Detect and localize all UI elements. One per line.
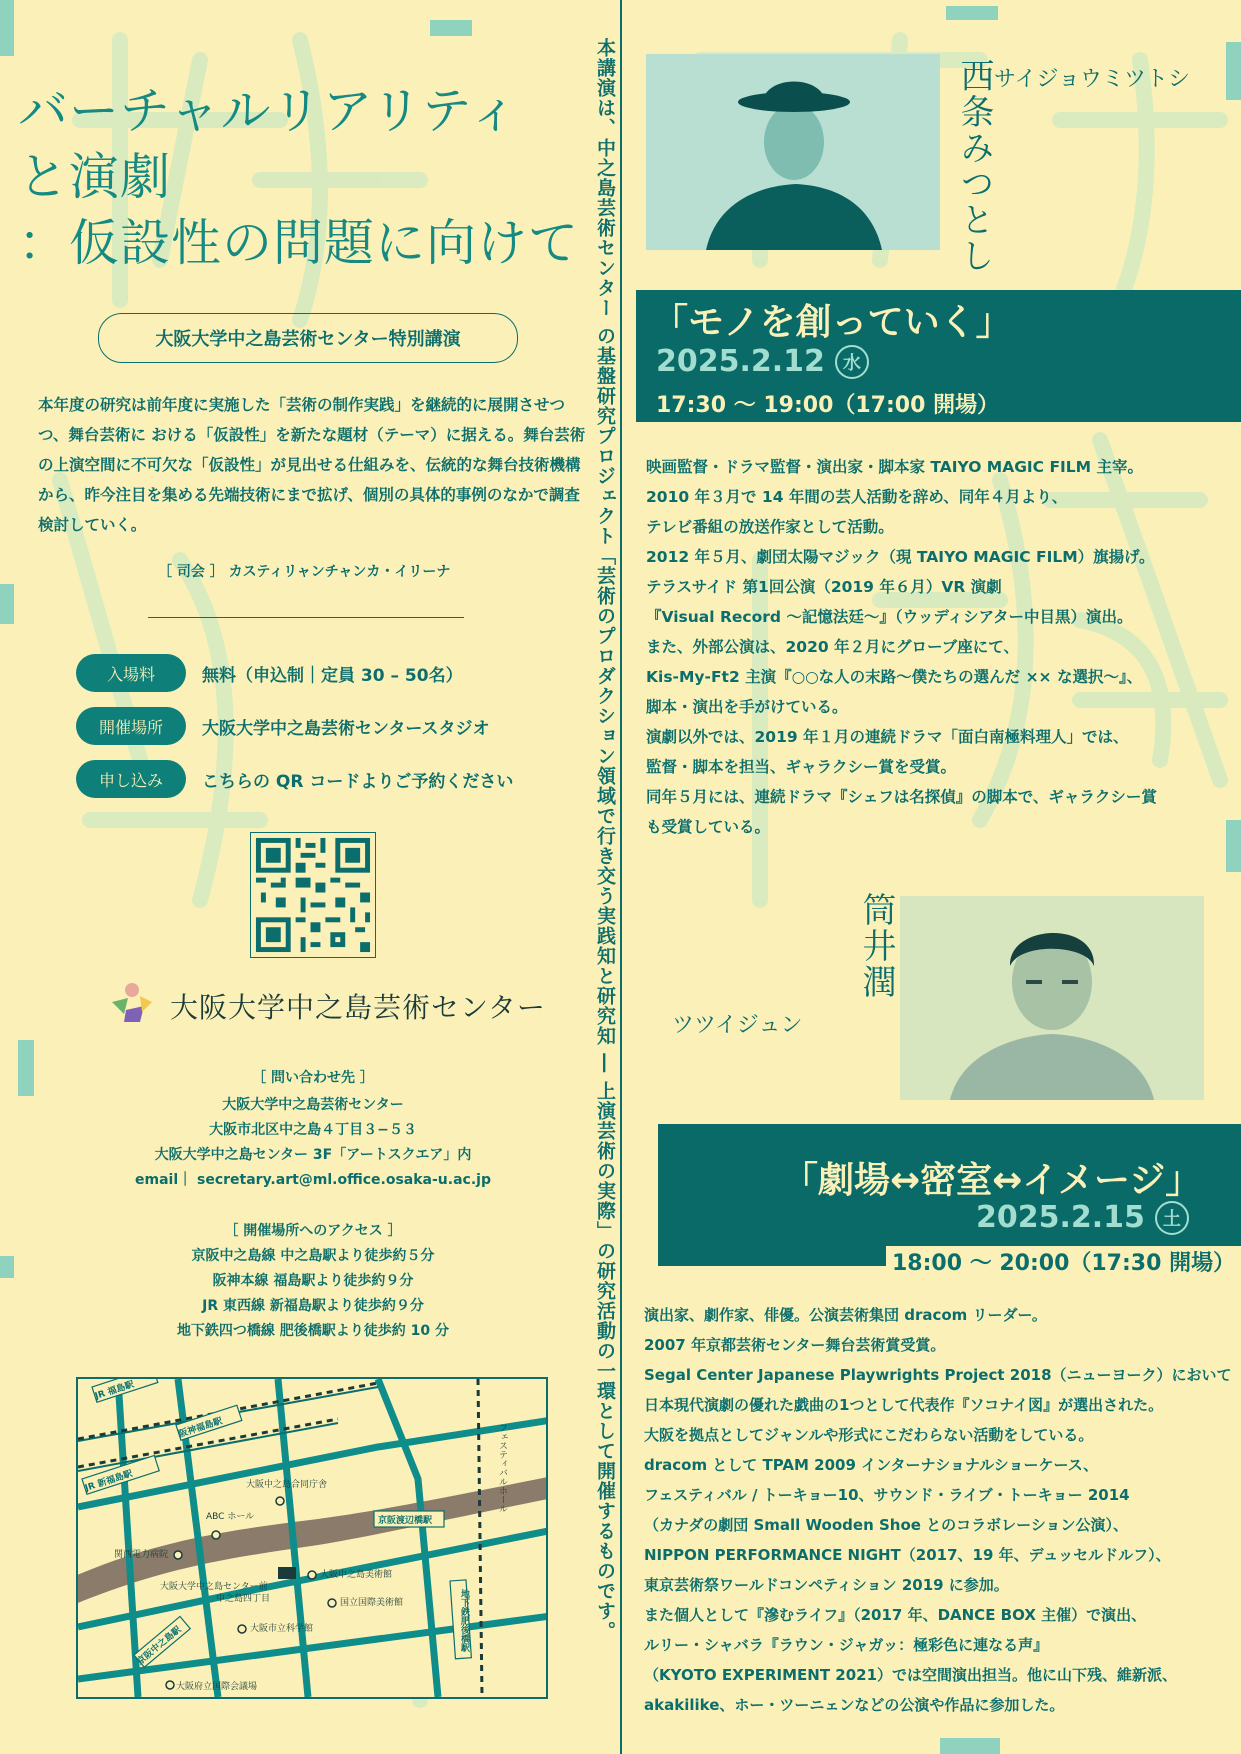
bio-line: ルリー・シャバラ『ラウン・ジャガッ：極彩色に連なる声』 bbox=[644, 1636, 1049, 1654]
speaker1-time: 17:30 〜 19:00（17:00 開場） bbox=[656, 393, 1000, 418]
info-value: 大阪大学中之島芸術センタースタジオ bbox=[202, 718, 490, 739]
map-label: 地下鉄肥後橋駅 bbox=[459, 1589, 469, 1652]
map-drawing bbox=[78, 1379, 546, 1697]
info-label: 開催場所 bbox=[76, 707, 186, 745]
speaker1-name: 西条みつとし bbox=[954, 58, 994, 274]
access-line: 地下鉄四つ橋線 肥後橋駅より徒歩約 10 分 bbox=[176, 1323, 450, 1339]
bio-line: （カナダの劇団 Small Wooden Shoe とのコラボレーション公演）、 bbox=[644, 1516, 1129, 1534]
deco-tick bbox=[1226, 42, 1241, 100]
qr-code-icon bbox=[251, 833, 375, 957]
access-line: JR 東西線 新福島駅より徒歩約９分 bbox=[202, 1298, 424, 1314]
map-label: 大阪大学中之島センター前 bbox=[160, 1582, 268, 1592]
info-label: 入場料 bbox=[76, 654, 186, 692]
map-label: 中之島四丁目 bbox=[216, 1594, 271, 1604]
center-logo bbox=[110, 982, 546, 1030]
bio-line: Segal Center Japanese Playwrights Project 2018（ニューヨーク）において bbox=[644, 1366, 1232, 1384]
bio-line: 東京芸術祭ワールドコンペティション 2019 に参加。 bbox=[644, 1576, 1009, 1594]
map-label: JR 新福島駅 bbox=[83, 1469, 134, 1494]
date-text: 2025.2.15 bbox=[976, 1200, 1145, 1235]
speaker2-name: 筒井潤 bbox=[856, 892, 896, 1000]
bio-line: 監督・脚本を担当、ギャラクシー賞を受賞。 bbox=[646, 758, 957, 776]
speaker1-talk-title: 「モノを創っていく」 bbox=[652, 302, 1012, 343]
weekday-badge: 土 bbox=[1155, 1201, 1189, 1235]
contact-line: 大阪大学中之島芸術センター bbox=[222, 1097, 404, 1113]
bio-line: 2010 年３月で 14 年間の芸人活動を辞め、同年４月より、 bbox=[646, 488, 1068, 506]
bio-line: フェスティバル / トーキョー10、サウンド・ライブ・トーキョー 2014 bbox=[644, 1486, 1130, 1504]
bio-line: 映画監督・ドラマ監督・演出家・脚本家 TAIYO MAGIC FILM 主宰。 bbox=[646, 458, 1144, 476]
bio-line: NIPPON PERFORMANCE NIGHT（2017、19 年、デュッセルドルフ）、 bbox=[644, 1546, 1171, 1564]
deco-tick bbox=[18, 1040, 34, 1096]
bio-line: Kis-My-Ft2 主演『○○な人の末路〜僕たちの選んだ ×× な選択〜』、 bbox=[646, 668, 1143, 686]
bio-line: 2007 年京都芸術センター舞台芸術賞受賞。 bbox=[644, 1336, 946, 1354]
info-label: 申し込み bbox=[76, 760, 186, 798]
bio-line: 同年５月には、連続ドラマ『シェフは名探偵』の脚本で、ギャラクシー賞 bbox=[646, 788, 1157, 806]
speaker1-kana: サイジョウミツトシ bbox=[994, 67, 1191, 92]
access-line: 阪神本線 福島駅より徒歩約９分 bbox=[212, 1273, 414, 1289]
event-title bbox=[18, 78, 579, 276]
contact-line: 大阪大学中之島センター 3F「アートスクエア」内 bbox=[154, 1147, 472, 1163]
access-line: 京阪中之島線 中之島駅より徒歩約５分 bbox=[191, 1248, 435, 1264]
speaker2-talk-title: 「劇場↔密室↔イメージ」 bbox=[782, 1160, 1202, 1201]
host-credit: ［ 司会 ］ カスティリャンチャンカ・イリーナ bbox=[158, 564, 451, 580]
bio-line: 演劇以外では、2019 年１月の連続ドラマ「面白南極料理人」では、 bbox=[646, 728, 1129, 746]
speaker2-time: 18:00 〜 20:00（17:30 開場） bbox=[886, 1246, 1241, 1277]
contact-email[interactable]: email｜ secretary.art@ml.office.osaka-u.ac.jp bbox=[135, 1172, 491, 1188]
map-label: JR 福島駅 bbox=[93, 1379, 136, 1402]
title-line: ：仮設性の問題に向けて bbox=[18, 214, 579, 272]
speaker2-photo bbox=[900, 896, 1204, 1100]
map-label: 国立国際美術館 bbox=[340, 1598, 404, 1608]
center-divider bbox=[620, 0, 622, 1754]
map-label: ABC ホール bbox=[206, 1512, 255, 1522]
map-label: 大阪中之島美術館 bbox=[320, 1570, 393, 1580]
logo-name: 大阪大学中之島芸術センター bbox=[170, 991, 546, 1024]
speaker1-bio bbox=[646, 452, 1236, 842]
bio-line: 演出家、劇作家、俳優。公演芸術集団 dracom リーダー。 bbox=[644, 1306, 1047, 1324]
map-label: 阪神福島駅 bbox=[177, 1416, 224, 1440]
person-silhouette-icon bbox=[900, 896, 1204, 1100]
access-header: ［ 開催場所へのアクセス ］ bbox=[224, 1223, 402, 1239]
bio-line: 『Visual Record 〜記憶法廷〜』（ウッディシアター中目黒）演出。 bbox=[646, 608, 1133, 626]
bio-line: また、外部公演は、2020 年２月にグローブ座にて、 bbox=[646, 638, 1019, 656]
map-label: 大阪府立国際会議場 bbox=[176, 1682, 258, 1692]
contact-line: 大阪市北区中之島４丁目３−５３ bbox=[209, 1122, 417, 1138]
info-row-venue bbox=[76, 707, 489, 745]
bio-line: 大阪を拠点としてジャンルや形式にこだわらない活動をしている。 bbox=[644, 1426, 1094, 1444]
bio-line: も受賞している。 bbox=[646, 818, 771, 836]
map-label: 京阪渡辺橋駅 bbox=[378, 1516, 433, 1526]
bio-line: 2012 年５月、劇団太陽マジック（現 TAIYO MAGIC FILM）旗揚げ。 bbox=[646, 548, 1155, 566]
title-line: バーチャルリアリティ bbox=[18, 82, 520, 140]
bio-line: テラスサイド 第1回公演（2019 年６月）VR 演劇 bbox=[646, 578, 1002, 596]
bio-line: dracom として TPAM 2009 インターナショナルショーケース、 bbox=[644, 1456, 1099, 1474]
speaker1-date bbox=[656, 344, 869, 379]
bio-line: （KYOTO EXPERIMENT 2021）では空間演出担当。他に山下残、維新派、 bbox=[644, 1666, 1178, 1684]
deco-tick bbox=[430, 20, 472, 36]
bio-line: テレビ番組の放送作家として活動。 bbox=[646, 518, 894, 536]
bio-line: akakilike、ホー・ツーニェンなどの公演や作品に参加した。 bbox=[644, 1696, 1065, 1714]
info-row-fee bbox=[76, 654, 463, 692]
info-value: 無料（申込制｜定員 30 – 50名） bbox=[202, 665, 463, 686]
map-label: 関西電力病院 bbox=[114, 1550, 169, 1560]
intro-paragraph: 本年度の研究は前年度に実施した「芸術の制作実践」を継続的に展開させつつ、舞台芸術に おける「仮設性」を新たな題材（テーマ）に据える。舞台芸術の上演空間に不可欠な「仮設性」が見出せる仕組みを、伝統的な舞台技術機構から、昨今注目を集める先端技術にまで拡げ、個別の具体的事例のなかで調査検討していく。 bbox=[38, 396, 586, 534]
info-value: こちらの QR コードよりご予約ください bbox=[202, 771, 514, 792]
speaker2-date bbox=[976, 1200, 1189, 1235]
qr-code[interactable] bbox=[250, 832, 376, 958]
bio-line: 脚本・演出を手がけている。 bbox=[646, 698, 848, 716]
subtitle-badge: 大阪大学中之島芸術センター特別講演 bbox=[98, 313, 518, 363]
divider bbox=[148, 617, 464, 618]
bio-line: 日本現代演劇の優れた戯曲の1つとして代表作『ソコナイ図』が選出された。 bbox=[644, 1396, 1164, 1414]
access-map bbox=[76, 1377, 548, 1699]
access-block bbox=[120, 1219, 506, 1344]
deco-tick bbox=[940, 1738, 1000, 1754]
date-text: 2025.2.12 bbox=[656, 344, 825, 379]
deco-tick bbox=[0, 1256, 14, 1278]
speaker2-kana: ツツイジュン bbox=[672, 1013, 803, 1038]
contact-header: ［ 問い合わせ先 ］ bbox=[252, 1070, 374, 1086]
person-silhouette-icon bbox=[646, 54, 940, 250]
deco-tick bbox=[946, 6, 998, 20]
title-line: と演劇 bbox=[18, 148, 171, 206]
weekday-badge: 水 bbox=[835, 345, 869, 379]
bio-line: また個人として『滲むライフ』（2017 年、DANCE BOX 主催）で演出、 bbox=[644, 1606, 1147, 1624]
map-label: 大阪中之島合同庁舎 bbox=[246, 1480, 328, 1490]
speaker2-bio bbox=[644, 1300, 1236, 1720]
map-label: 大阪市立科学館 bbox=[250, 1624, 314, 1634]
map-label: 京阪中之島駅 bbox=[135, 1624, 184, 1668]
project-note: 本講演は、中之島芸術センター の基盤研究プロジェクト「芸術のプロダクション領域で行き交う実践知と研究知 ― 上演芸術の実際」の研究活動の一環として開催するものです。 bbox=[594, 38, 616, 1641]
contact-block bbox=[120, 1066, 506, 1193]
info-row-apply bbox=[76, 760, 513, 798]
deco-tick bbox=[0, 584, 14, 624]
deco-tick bbox=[0, 0, 14, 56]
map-label: フェスティバルホール bbox=[497, 1423, 507, 1513]
speaker1-photo bbox=[646, 54, 940, 250]
logo-mark-icon bbox=[110, 982, 160, 1030]
